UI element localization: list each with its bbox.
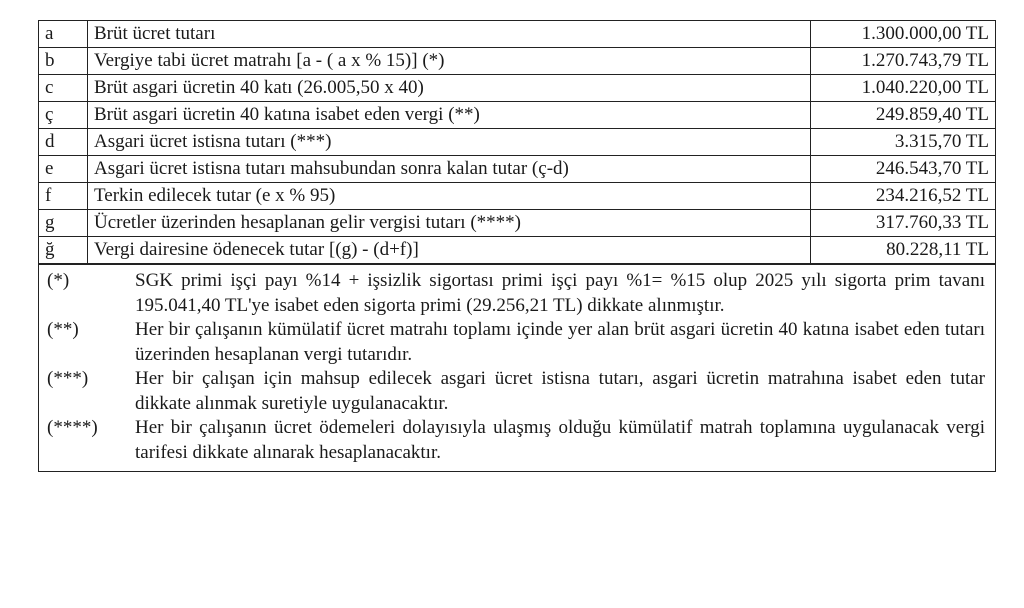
row-code: c	[39, 75, 88, 102]
footnote	[47, 367, 985, 416]
table-row	[39, 156, 995, 183]
row-code: d	[39, 129, 88, 156]
row-description: Brüt asgari ücretin 40 katına isabet eden vergi (**)	[88, 102, 811, 129]
footnotes	[39, 264, 995, 471]
row-code: a	[39, 21, 88, 48]
calculation-table	[39, 21, 995, 264]
row-code: g	[39, 210, 88, 237]
footnote-mark: (*)	[47, 270, 70, 291]
tax-calculation-document	[38, 20, 996, 472]
row-description: Asgari ücret istisna tutarı (***)	[88, 129, 811, 156]
table-row	[39, 48, 995, 75]
footnote-text: Her bir çalışan için mahsup edilecek asgari ücret istisna tutarı, asgari ücretin matrahına isabet eden tutar dikkate alınmak suretiyle uygulanacaktır.	[135, 368, 985, 414]
row-code: ğ	[39, 237, 88, 264]
table-row	[39, 75, 995, 102]
table-row	[39, 21, 995, 48]
row-description: Ücretler üzerinden hesaplanan gelir vergisi tutarı (****)	[88, 210, 811, 237]
row-amount: 80.228,11 TL	[811, 237, 996, 264]
row-description: Terkin edilecek tutar (e x % 95)	[88, 183, 811, 210]
table-row	[39, 102, 995, 129]
row-amount: 234.216,52 TL	[811, 183, 996, 210]
table-row	[39, 210, 995, 237]
row-description: Asgari ücret istisna tutarı mahsubundan sonra kalan tutar (ç-d)	[88, 156, 811, 183]
row-code: b	[39, 48, 88, 75]
row-description: Vergiye tabi ücret matrahı [a - ( a x % 15)] (*)	[88, 48, 811, 75]
row-code: e	[39, 156, 88, 183]
footnote-text: Her bir çalışanın kümülatif ücret matrahı toplamı içinde yer alan brüt asgari ücretin 40 katına isabet eden tutarı üzerinden hesaplanan vergi tutarıdır.	[135, 319, 985, 365]
row-amount: 1.040.220,00 TL	[811, 75, 996, 102]
row-amount: 249.859,40 TL	[811, 102, 996, 129]
footnote-mark: (**)	[47, 319, 79, 340]
table-row	[39, 129, 995, 156]
row-code: f	[39, 183, 88, 210]
row-description: Vergi dairesine ödenecek tutar [(g) - (d+f)]	[88, 237, 811, 264]
row-description: Brüt ücret tutarı	[88, 21, 811, 48]
row-description: Brüt asgari ücretin 40 katı (26.005,50 x 40)	[88, 75, 811, 102]
table-row	[39, 237, 995, 264]
row-amount: 317.760,33 TL	[811, 210, 996, 237]
row-amount: 1.300.000,00 TL	[811, 21, 996, 48]
table-row	[39, 183, 995, 210]
row-code: ç	[39, 102, 88, 129]
footnote	[47, 269, 985, 318]
row-amount: 1.270.743,79 TL	[811, 48, 996, 75]
row-amount: 246.543,70 TL	[811, 156, 996, 183]
row-amount: 3.315,70 TL	[811, 129, 996, 156]
footnote-text: SGK primi işçi payı %14 + işsizlik sigortası primi işçi payı %1= %15 olup 2025 yılı sigorta prim tavanı 195.041,40 TL'ye isabet eden sigorta primi (29.256,21 TL) dikkate alınmıştır.	[135, 270, 985, 316]
footnote	[47, 318, 985, 367]
footnote-mark: (***)	[47, 368, 89, 389]
footnote-text: Her bir çalışanın ücret ödemeleri dolayısıyla ulaşmış olduğu kümülatif matrah toplamına uygulanacak vergi tarifesi dikkate alınarak hesaplanacaktır.	[135, 417, 985, 463]
footnote-mark: (****)	[47, 417, 98, 438]
footnote	[47, 416, 985, 465]
